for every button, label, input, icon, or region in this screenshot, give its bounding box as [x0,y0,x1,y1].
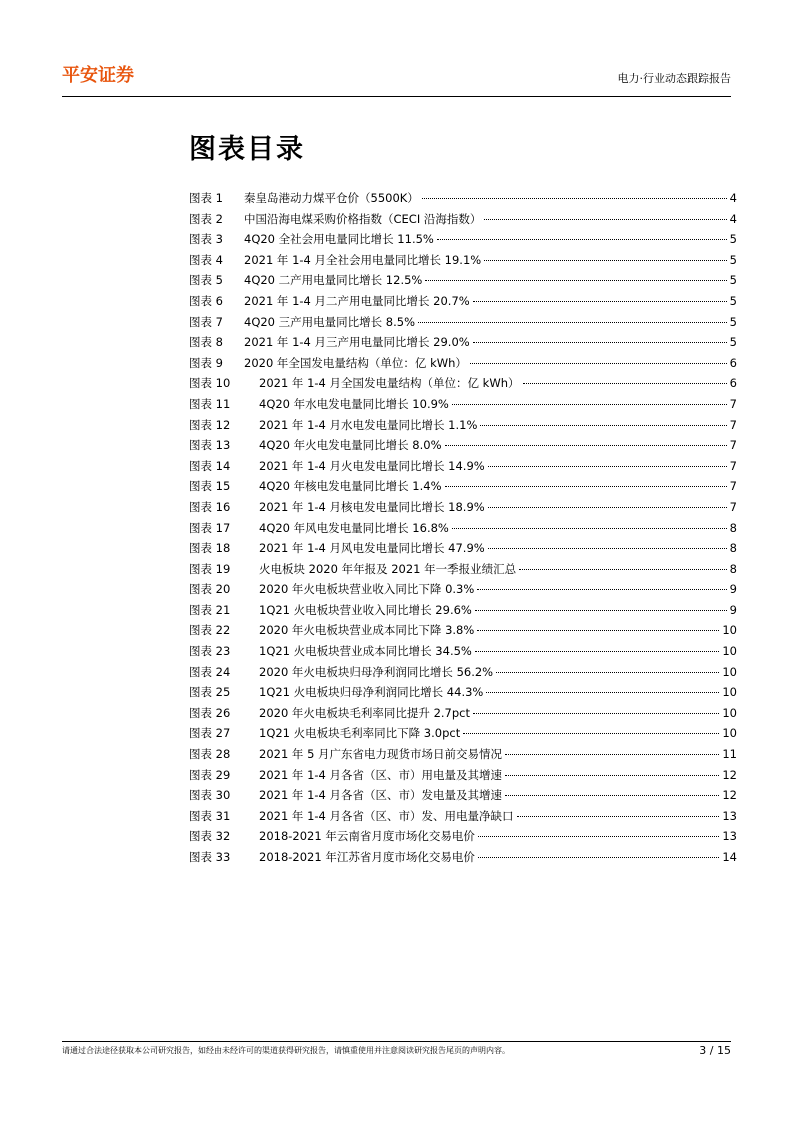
toc-entry[interactable] [189,703,737,724]
toc-dot-leader [422,198,727,199]
toc-entry[interactable] [189,456,737,477]
toc-entry-page: 5 [729,314,737,329]
toc-entry-number: 图表 3 [189,232,223,247]
toc-dot-leader [505,775,719,776]
toc-entry[interactable] [189,415,737,436]
toc-entry[interactable] [189,620,737,641]
toc-entry-number: 图表 19 [189,561,231,576]
toc-entry[interactable] [189,662,737,683]
toc-entry-number: 图表 8 [189,335,223,350]
toc-entry[interactable] [189,600,737,621]
toc-entry-title: 2021 年 1-4 月核电发电量同比增长 18.9% [259,499,485,514]
toc-entry[interactable] [189,250,737,271]
toc-dot-leader [505,754,719,755]
toc-entry-title: 4Q20 三产用电量同比增长 8.5% [244,314,416,329]
toc-entry-page: 12 [722,767,737,782]
toc-dot-leader [488,466,727,467]
toc-entry[interactable] [189,559,737,580]
toc-entry-title: 2021 年 1-4 月各省（区、市）发电量及其增速 [259,788,503,803]
toc-entry-title: 2021 年 1-4 月二产用电量同比增长 20.7% [244,293,470,308]
toc-entry-title: 2021 年 1-4 月水电发电量同比增长 1.1% [259,417,478,432]
toc-entry-page: 10 [722,726,737,741]
toc-entry-title: 4Q20 年水电发电量同比增长 10.9% [259,396,449,411]
toc-entry-page: 10 [722,664,737,679]
toc-entry-number: 图表 28 [189,747,231,762]
toc-entry-number: 图表 2 [189,211,223,226]
footer-disclaimer: 请通过合法途径获取本公司研究报告，如经由未经许可的渠道获得研究报告，请慎重使用并注意阅读研究报告尾页的声明内容。 [62,1046,510,1055]
toc-entry[interactable] [189,765,737,786]
toc-dot-leader [475,651,720,652]
toc-dot-leader [452,528,727,529]
toc-entry-page: 5 [729,252,737,267]
toc-dot-leader [437,239,727,240]
toc-entry-title: 2021 年 1-4 月三产用电量同比增长 29.0% [244,335,470,350]
toc-entry-title: 2021 年 5 月广东省电力现货市场日前交易情况 [259,747,503,762]
toc-dot-leader [484,219,726,220]
toc-entry[interactable] [189,806,737,827]
toc-entry-number: 图表 14 [189,458,231,473]
toc-entry-title: 2021 年 1-4 月火电发电量同比增长 14.9% [259,458,485,473]
toc-entry-number: 图表 22 [189,623,231,638]
toc-entry-title: 2021 年 1-4 月全国发电量结构（单位：亿 kWh） [259,376,520,391]
toc-entry-page: 7 [729,396,737,411]
toc-entry-number: 图表 21 [189,602,231,617]
toc-dot-leader [488,507,727,508]
toc-entry-number: 图表 26 [189,705,231,720]
toc-entry-number: 图表 29 [189,767,231,782]
toc-entry-title: 4Q20 年风电发电量同比增长 16.8% [259,520,449,535]
toc-entry-title: 4Q20 年核电发电量同比增长 1.4% [259,479,442,494]
toc-entry-title: 2020 年火电板块营业成本同比下降 3.8% [259,623,475,638]
toc-entry[interactable] [189,435,737,456]
toc-entry[interactable] [189,785,737,806]
toc-entry-page: 6 [729,376,737,391]
toc-dot-leader [488,548,727,549]
toc-entry-title: 2021 年 1-4 月各省（区、市）用电量及其增速 [259,767,503,782]
toc-entry-page: 5 [729,273,737,288]
toc-entry-number: 图表 4 [189,252,223,267]
toc-entry-title: 2018-2021 年江苏省月度市场化交易电价 [259,850,475,864]
toc-entry[interactable] [189,682,737,703]
toc-entry-page: 13 [722,829,737,844]
toc-entry-page: 7 [729,499,737,514]
toc-entry[interactable] [189,476,737,497]
toc-entry[interactable] [189,538,737,559]
footer-divider [62,1041,731,1042]
toc-entry[interactable] [189,270,737,291]
toc-entry-number: 图表 12 [189,417,231,432]
toc-entry-number: 图表 7 [189,314,223,329]
toc-entry-page: 12 [722,788,737,803]
toc-dot-leader [445,445,727,446]
toc-entry-title: 4Q20 年火电发电量同比增长 8.0% [259,438,442,453]
toc-dot-leader [517,816,720,817]
toc-entry-number: 图表 18 [189,541,231,556]
toc-dot-leader [445,486,727,487]
toc-entry[interactable] [189,826,737,847]
toc-entry-page: 7 [729,458,737,473]
toc-entry-page: 14 [722,850,737,864]
toc-entry-page: 6 [729,355,737,370]
toc-entry[interactable] [189,518,737,539]
toc-entry-number: 图表 25 [189,685,231,700]
toc-entry-page: 10 [722,644,737,659]
toc-entry[interactable] [189,188,737,209]
toc-entry-page: 8 [729,561,737,576]
toc-entry-number: 图表 11 [189,396,231,411]
toc-entry[interactable] [189,847,737,868]
toc-entry-number: 图表 33 [189,850,231,864]
toc-dot-leader [484,260,726,261]
toc-entry-page: 9 [729,582,737,597]
toc-entry-number: 图表 13 [189,438,231,453]
toc-dot-leader [523,383,727,384]
toc-dot-leader [418,322,727,323]
toc-entry[interactable] [189,353,737,374]
toc-entry-title: 4Q20 二产用电量同比增长 12.5% [244,273,423,288]
toc-entry-title: 2021 年 1-4 月风电发电量同比增长 47.9% [259,541,485,556]
brand-logo: 平安证券 [62,65,134,86]
toc-dot-leader [463,733,719,734]
toc-dot-leader [473,342,727,343]
toc-entry[interactable] [189,497,737,518]
toc-entry-number: 图表 17 [189,520,231,535]
toc-entry-number: 图表 27 [189,726,231,741]
toc-dot-leader [505,795,719,796]
toc-entry-number: 图表 24 [189,664,231,679]
toc-dot-leader [473,301,727,302]
toc-entry[interactable] [189,394,737,415]
toc-entry-title: 火电板块 2020 年年报及 2021 年一季报业绩汇总 [259,561,517,576]
toc-dot-leader [519,569,727,570]
toc-entry[interactable] [189,332,737,353]
toc-entry-page: 5 [729,293,737,308]
toc-entry-title: 1Q21 火电板块归母净利润同比增长 44.3% [259,685,484,700]
toc-entry-number: 图表 31 [189,808,231,823]
toc-entry-number: 图表 9 [189,355,223,370]
toc-entry-number: 图表 20 [189,582,231,597]
toc-entry[interactable] [189,312,737,333]
toc-entry-number: 图表 15 [189,479,231,494]
toc-entry-page: 10 [722,705,737,720]
toc-entry-page: 13 [722,808,737,823]
toc-entry[interactable] [189,723,737,744]
toc-entry-number: 图表 6 [189,293,223,308]
toc-entry-title: 2021 年 1-4 月全社会用电量同比增长 19.1% [244,252,482,267]
toc-title: 图表目录 [189,134,305,165]
toc-entry-number: 图表 30 [189,788,231,803]
toc-entry-number: 图表 16 [189,499,231,514]
toc-entry[interactable] [189,229,737,250]
toc-entry-page: 8 [729,520,737,535]
toc-entry-page: 8 [729,541,737,556]
toc-dot-leader [496,672,719,673]
toc-entry-page: 10 [722,685,737,700]
toc-entry-number: 图表 1 [189,191,223,205]
toc-entry-number: 图表 5 [189,273,223,288]
toc-entry[interactable] [189,209,737,230]
toc-entry-title: 秦皇岛港动力煤平仓价（5500K） [244,191,419,205]
toc-entry-title: 2020 年火电板块毛利率同比提升 2.7pct [259,705,470,720]
toc-entry-title: 4Q20 全社会用电量同比增长 11.5% [244,232,434,247]
toc-dot-leader [425,280,726,281]
toc-dot-leader [480,425,726,426]
toc-dot-leader [477,589,726,590]
toc-dot-leader [452,404,727,405]
toc-entry-page: 7 [729,479,737,494]
toc-entry-number: 图表 23 [189,644,231,659]
toc-entry-title: 中国沿海电煤采购价格指数（CECI 沿海指数） [244,211,482,226]
toc-entry-title: 1Q21 火电板块毛利率同比下降 3.0pct [259,726,461,741]
toc-entry-page: 4 [729,191,737,205]
toc-dot-leader [486,692,719,693]
toc-entry-title: 1Q21 火电板块营业成本同比增长 34.5% [259,644,472,659]
report-type: 电力·行业动态跟踪报告 [617,72,731,85]
page-number: 3 / 15 [699,1044,731,1057]
toc-entry-page: 4 [729,211,737,226]
toc-entry-title: 1Q21 火电板块营业收入同比增长 29.6% [259,602,472,617]
toc-entry-title: 2020 年全国发电量结构（单位：亿 kWh） [244,355,467,370]
toc-entry[interactable] [189,641,737,662]
toc-dot-leader [475,610,727,611]
toc-entry[interactable] [189,373,737,394]
header-divider [62,96,731,97]
toc-dot-leader [470,363,727,364]
toc-dot-leader [477,630,719,631]
toc-entry-number: 图表 32 [189,829,231,844]
toc-entry-title: 2021 年 1-4 月各省（区、市）发、用电量净缺口 [259,808,514,823]
toc-entry[interactable] [189,744,737,765]
toc-dot-leader [478,857,720,858]
toc-list [189,188,737,868]
toc-entry-page: 5 [729,232,737,247]
toc-dot-leader [473,713,719,714]
toc-entry-title: 2020 年火电板块营业收入同比下降 0.3% [259,582,475,597]
toc-entry-page: 5 [729,335,737,350]
toc-entry-page: 10 [722,623,737,638]
toc-entry-page: 7 [729,417,737,432]
toc-entry-number: 图表 10 [189,376,231,391]
toc-entry[interactable] [189,579,737,600]
toc-entry-title: 2018-2021 年云南省月度市场化交易电价 [259,829,475,844]
toc-entry[interactable] [189,291,737,312]
toc-entry-page: 11 [722,747,737,762]
toc-entry-title: 2020 年火电板块归母净利润同比增长 56.2% [259,664,494,679]
toc-dot-leader [478,836,720,837]
toc-entry-page: 9 [729,602,737,617]
toc-entry-page: 7 [729,438,737,453]
